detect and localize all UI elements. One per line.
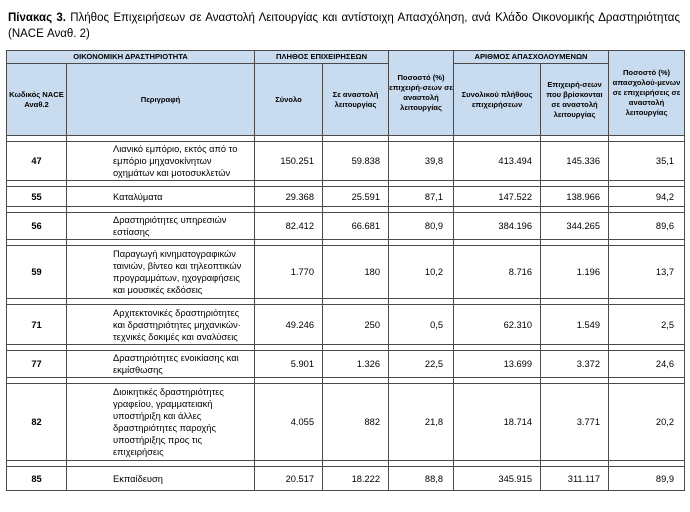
row-description: Καταλύματα — [67, 187, 255, 207]
row-suspended: 882 — [323, 384, 389, 461]
row-code: 55 — [7, 187, 67, 207]
row-suspended: 180 — [323, 246, 389, 299]
row-suspended: 59.838 — [323, 142, 389, 181]
header-activity-group: ΟΙΚΟΝΟΜΙΚΗ ΔΡΑΣΤΗΡΙΟΤΗΤΑ — [7, 51, 255, 64]
row-code: 47 — [7, 142, 67, 181]
row-total-employees: 13.699 — [454, 351, 541, 378]
row-suspended: 25.591 — [323, 187, 389, 207]
row-pct-businesses: 0,5 — [389, 305, 454, 345]
row-total-employees: 384.196 — [454, 213, 541, 240]
row-pct-employees: 89,9 — [609, 467, 685, 491]
row-code: 77 — [7, 351, 67, 378]
row-pct-employees: 24,6 — [609, 351, 685, 378]
row-pct-businesses: 21,8 — [389, 384, 454, 461]
header-pct-employees: Ποσοστό (%) απασχολού-μενων σε επιχειρήσεις σε αναστολή λειτουργίας — [609, 51, 685, 136]
table-caption — [8, 10, 680, 42]
row-pct-employees: 2,5 — [609, 305, 685, 345]
row-total-employees: 62.310 — [454, 305, 541, 345]
suspension-table — [6, 50, 685, 491]
header-total: Σύνολο — [255, 64, 323, 136]
row-total-employees: 8.716 — [454, 246, 541, 299]
row-total-employees: 147.522 — [454, 187, 541, 207]
header-description: Περιγραφή — [67, 64, 255, 136]
caption-text: Πλήθος Επιχειρήσεων σε Αναστολή Λειτουργίας και αντίστοιχη Απασχόληση, ανά Κλάδο Οικονομικής Δραστηριότητας (NACE Αναθ. 2) — [8, 12, 680, 40]
row-pct-employees: 89,6 — [609, 213, 685, 240]
row-suspended-employees: 138.966 — [541, 187, 609, 207]
row-total-employees: 18.714 — [454, 384, 541, 461]
row-total: 20.517 — [255, 467, 323, 491]
row-description: Δραστηριότητες ενοικίασης και εκμίσθωσης — [67, 351, 255, 378]
row-total: 5.901 — [255, 351, 323, 378]
row-description: Εκπαίδευση — [67, 467, 255, 491]
row-pct-employees: 20,2 — [609, 384, 685, 461]
row-suspended: 250 — [323, 305, 389, 345]
table-row — [7, 351, 685, 378]
header-total-employees: Συνολικού πλήθους επιχειρήσεων — [454, 64, 541, 136]
row-pct-businesses: 22,5 — [389, 351, 454, 378]
row-pct-businesses: 80,9 — [389, 213, 454, 240]
table-body — [7, 136, 685, 491]
table-row — [7, 187, 685, 207]
row-suspended-employees: 3.771 — [541, 384, 609, 461]
row-code: 71 — [7, 305, 67, 345]
row-pct-employees: 94,2 — [609, 187, 685, 207]
row-code: 82 — [7, 384, 67, 461]
table-row — [7, 384, 685, 461]
row-description: Διοικητικές δραστηριότητες γραφείου, γραμματειακή υποστήριξη και άλλες δραστηριότητες παροχής υποστήριξης προς τις επιχειρήσεις — [67, 384, 255, 461]
row-description: Λιανικό εμπόριο, εκτός από το εμπόριο μηχανοκίνητων οχημάτων και μοτοσυκλετών — [67, 142, 255, 181]
row-code: 85 — [7, 467, 67, 491]
row-total: 49.246 — [255, 305, 323, 345]
row-total: 29.368 — [255, 187, 323, 207]
row-pct-businesses: 39,8 — [389, 142, 454, 181]
header-code: Κωδικός NACE Αναθ.2 — [7, 64, 67, 136]
header-pct-businesses: Ποσοστό (%) επιχειρή-σεων σε αναστολή λειτουργίας — [389, 51, 454, 136]
row-pct-employees: 13,7 — [609, 246, 685, 299]
row-suspended: 1.326 — [323, 351, 389, 378]
row-total: 1.770 — [255, 246, 323, 299]
row-suspended-employees: 311.117 — [541, 467, 609, 491]
row-total: 150.251 — [255, 142, 323, 181]
row-suspended-employees: 1.196 — [541, 246, 609, 299]
row-description: Δραστηριότητες υπηρεσιών εστίασης — [67, 213, 255, 240]
row-description: Αρχιτεκτονικές δραστηριότητες και δραστηριότητες μηχανικών· τεχνικές δοκιμές και αναλύσεις — [67, 305, 255, 345]
table-row — [7, 213, 685, 240]
header-suspended-employees: Επιχειρή-σεων που βρίσκονται σε αναστολή λειτουργίας — [541, 64, 609, 136]
row-code: 59 — [7, 246, 67, 299]
row-pct-businesses: 88,8 — [389, 467, 454, 491]
row-pct-businesses: 87,1 — [389, 187, 454, 207]
header-suspended: Σε αναστολή λειτουργίας — [323, 64, 389, 136]
row-pct-employees: 35,1 — [609, 142, 685, 181]
row-suspended: 66.681 — [323, 213, 389, 240]
table-row — [7, 142, 685, 181]
table-row — [7, 467, 685, 491]
row-total-employees: 413.494 — [454, 142, 541, 181]
row-description: Παραγωγή κινηματογραφικών ταινιών, βίντεο και τηλεοπτικών προγραμμάτων, ηχογραφήσεις και μουσικές εκδόσεις — [67, 246, 255, 299]
table-row — [7, 246, 685, 299]
row-suspended-employees: 1.549 — [541, 305, 609, 345]
row-suspended-employees: 145.336 — [541, 142, 609, 181]
row-suspended: 18.222 — [323, 467, 389, 491]
table-row — [7, 305, 685, 345]
header-businesses-group: ΠΛΗΘΟΣ ΕΠΙΧΕΙΡΗΣΕΩΝ — [255, 51, 389, 64]
row-total-employees: 345.915 — [454, 467, 541, 491]
header-employees-group: ΑΡΙΘΜΟΣ ΑΠΑΣΧΟΛΟΥΜΕΝΩΝ — [454, 51, 609, 64]
caption-label: Πίνακας 3. — [8, 12, 66, 24]
row-total: 4.055 — [255, 384, 323, 461]
row-pct-businesses: 10,2 — [389, 246, 454, 299]
row-total: 82.412 — [255, 213, 323, 240]
row-code: 56 — [7, 213, 67, 240]
row-suspended-employees: 3.372 — [541, 351, 609, 378]
row-suspended-employees: 344.265 — [541, 213, 609, 240]
